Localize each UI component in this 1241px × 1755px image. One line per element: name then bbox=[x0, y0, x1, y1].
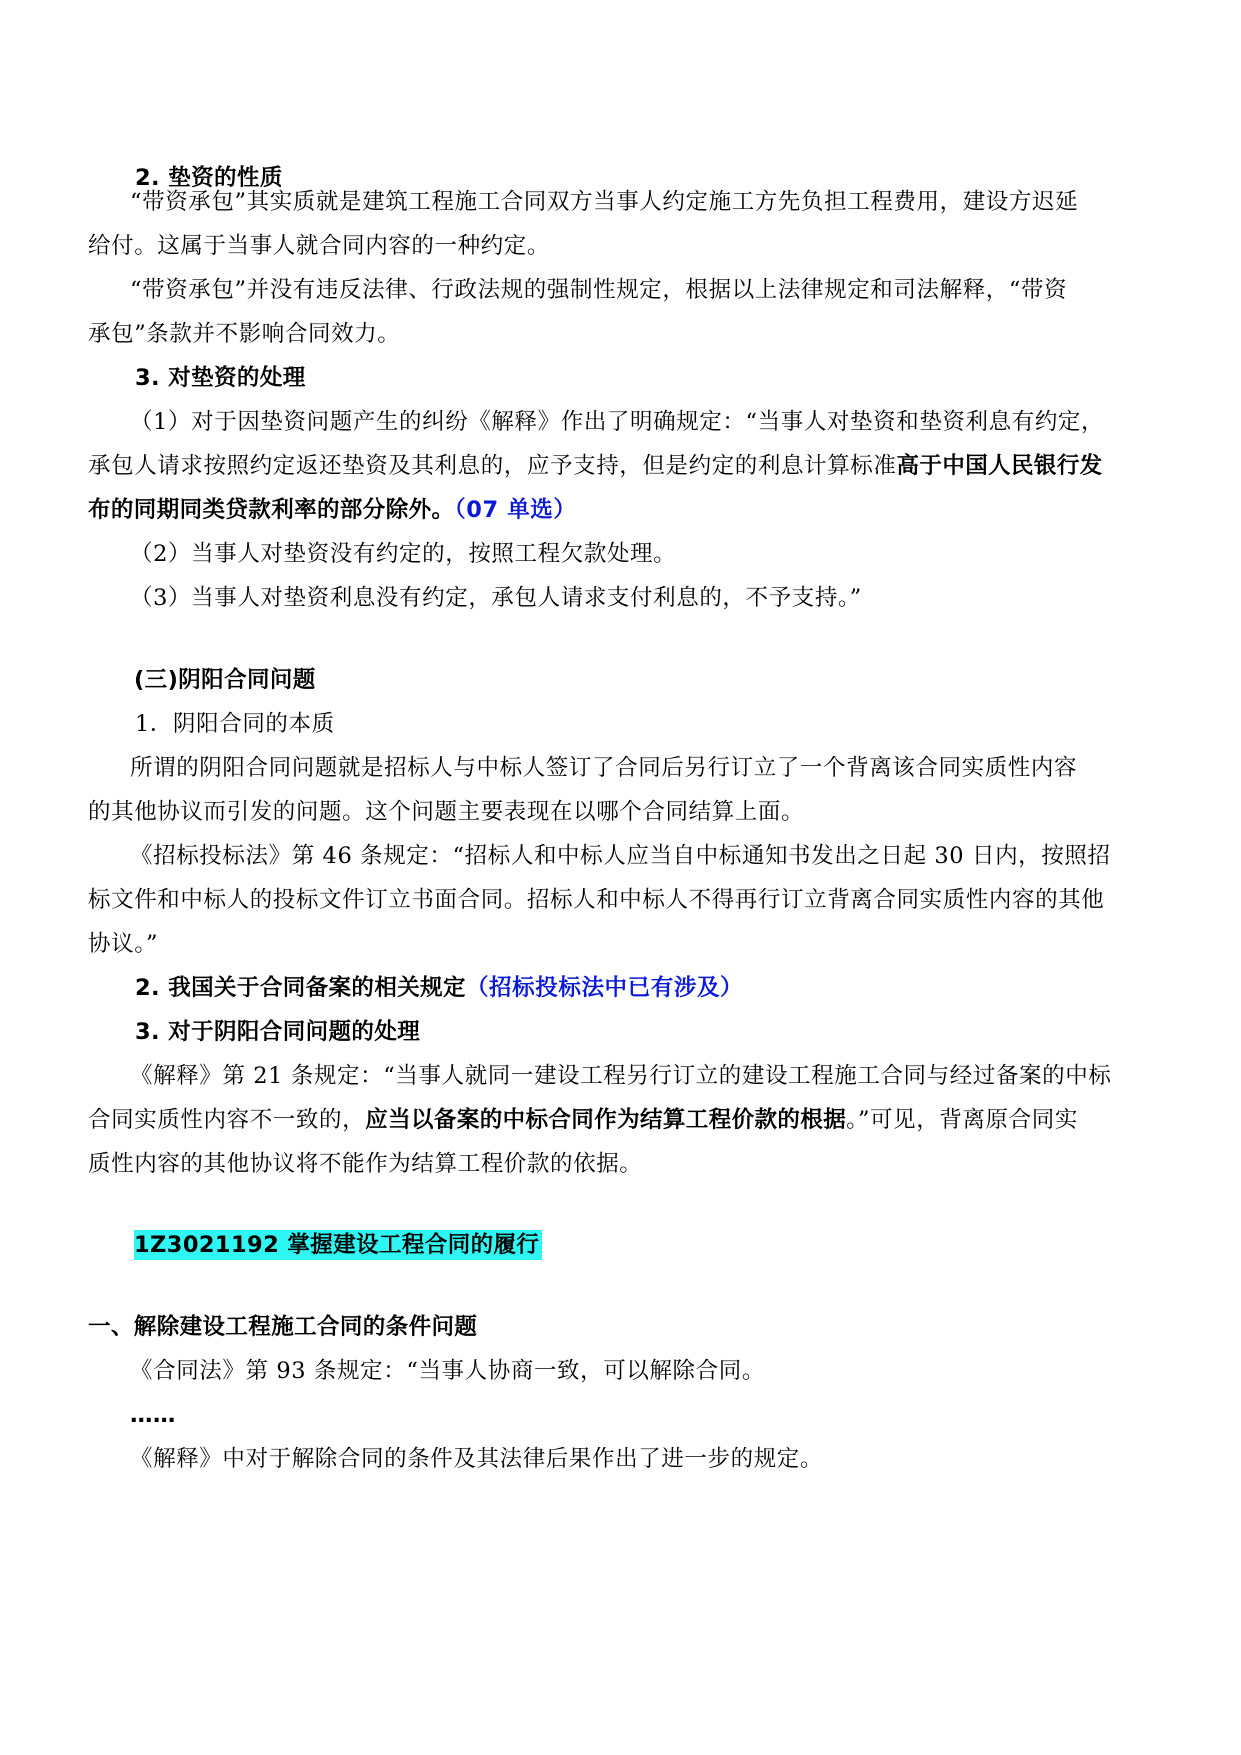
paragraph-line: 《招标投标法》第 46 条规定：“招标人和中标人应当自中标通知书发出之日起 30 日内，按照招 bbox=[130, 843, 1111, 869]
paragraph-line: 质性内容的其他协议将不能作为结算工程价款的依据。 bbox=[88, 1151, 643, 1177]
heading-yinyang: (三)阴阳合同问题 bbox=[134, 667, 316, 693]
ellipsis: …… bbox=[130, 1402, 176, 1428]
paragraph-line: 《合同法》第 93 条规定：“当事人协商一致，可以解除合同。 bbox=[130, 1358, 765, 1384]
paragraph-text: 合同实质性内容不一致的， bbox=[88, 1107, 366, 1133]
paragraph-line: “带资承包”其实质就是建筑工程施工合同双方当事人约定施工方先负担工程费用，建设方迟延 bbox=[130, 189, 1079, 215]
paragraph-line: 承包”条款并不影响合同效力。 bbox=[88, 321, 401, 347]
paragraph-line: 给付。这属于当事人就合同内容的一种约定。 bbox=[88, 233, 551, 259]
paragraph-line: “带资承包”并没有违反法律、行政法规的强制性规定，根据以上法律规定和司法解释，“带资 bbox=[130, 277, 1068, 303]
subheading bbox=[135, 971, 743, 1005]
exam-note: （07 单选） bbox=[454, 497, 577, 523]
heading-section-2: 2. 垫资的性质 bbox=[135, 165, 283, 191]
list-item: （3）当事人对垫资利息没有约定，承包人请求支付利息的，不予支持。” bbox=[130, 585, 862, 611]
heading-termination: 一、解除建设工程施工合同的条件问题 bbox=[88, 1314, 478, 1340]
paragraph-line: 《解释》中对于解除合同的条件及其法律后果作出了进一步的规定。 bbox=[130, 1446, 824, 1472]
highlighted-title: 1Z3021192 掌握建设工程合同的履行 bbox=[134, 1230, 542, 1260]
heading-section-3: 3. 对垫资的处理 bbox=[135, 365, 306, 391]
paragraph-text: 。”可见，背离原合同实 bbox=[846, 1107, 1078, 1133]
paragraph-text: 承包人请求按照约定返还垫资及其利息的，应予支持，但是约定的利息计算标准 bbox=[88, 453, 897, 479]
emphasis-text: 布的同期同类贷款利率的部分除外。 bbox=[88, 497, 455, 523]
paragraph-line bbox=[88, 493, 577, 527]
subheading: 1．阴阳合同的本质 bbox=[135, 711, 335, 737]
paragraph-line: 所谓的阴阳合同问题就是招标人与中标人签订了合同后另行订立了一个背离该合同实质性内容 bbox=[130, 755, 1078, 781]
emphasis-text: 应当以备案的中标合同作为结算工程价款的根据 bbox=[365, 1107, 847, 1133]
emphasis-text: 高于中国人民银行发 bbox=[896, 453, 1103, 479]
list-item: （2）当事人对垫资没有约定的，按照工程欠款处理。 bbox=[130, 541, 677, 567]
paragraph-line bbox=[88, 1103, 1078, 1137]
paragraph-line: 标文件和中标人的投标文件订立书面合同。招标人和中标人不得再行订立背离合同实质性内容的其他 bbox=[88, 887, 1105, 913]
section-title bbox=[134, 1228, 542, 1262]
subheading-text: 2. 我国关于合同备案的相关规定 bbox=[135, 975, 466, 1001]
paragraph-line: 《解释》第 21 条规定：“当事人就同一建设工程另行订立的建设工程施工合同与经过备案的中标 bbox=[130, 1063, 1112, 1089]
exam-note: （招标投标法中已有涉及） bbox=[465, 975, 744, 1001]
paragraph-line bbox=[88, 449, 1103, 483]
paragraph-line: 协议。” bbox=[88, 931, 159, 957]
paragraph-line: （1）对于因垫资问题产生的纠纷《解释》作出了明确规定：“当事人对垫资和垫资利息有约定， bbox=[130, 409, 1105, 435]
paragraph-line: 的其他协议而引发的问题。这个问题主要表现在以哪个合同结算上面。 bbox=[88, 799, 805, 825]
subheading: 3. 对于阴阳合同问题的处理 bbox=[135, 1019, 421, 1045]
